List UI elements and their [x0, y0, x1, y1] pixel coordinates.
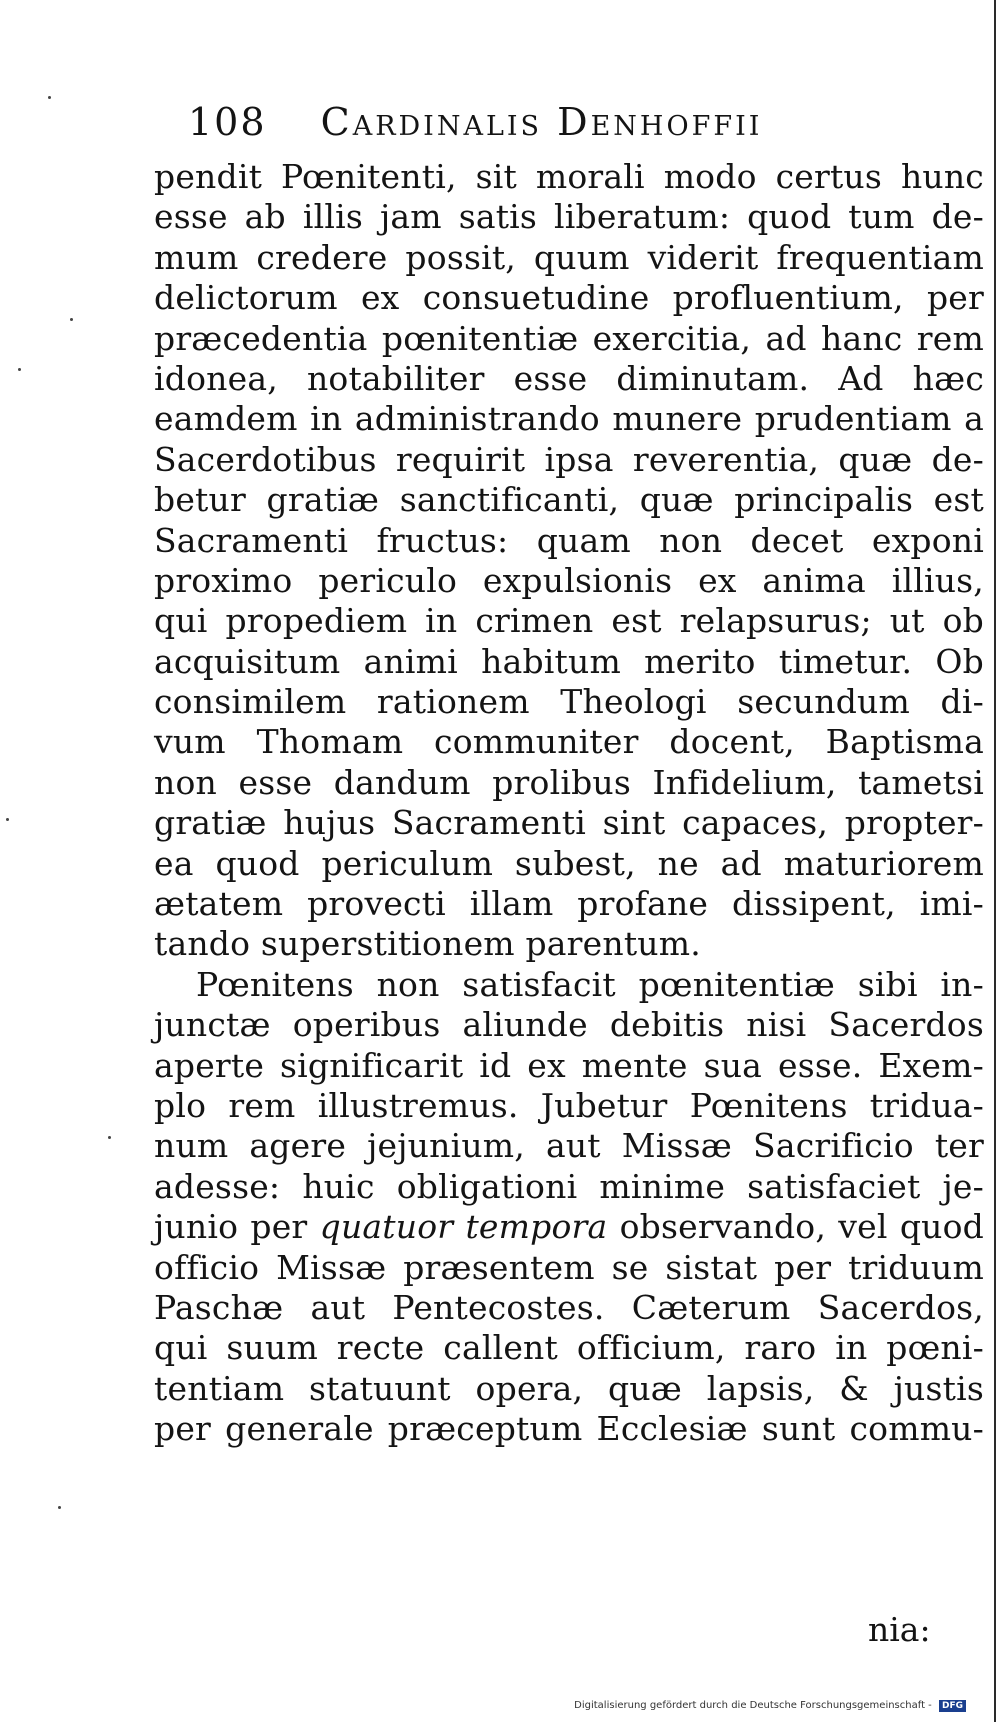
- page-number: 108: [188, 100, 267, 144]
- text-segment: observando, vel quod: [607, 1207, 984, 1247]
- text-line: mum credere possit, quum viderit frequentiam: [154, 237, 984, 277]
- text-line: præcedentia pœnitentiæ exercitia, ad hanc rem: [154, 318, 984, 358]
- text-line: pendit Pœnitenti, sit morali modo certus hunc: [154, 157, 984, 196]
- body-text: [154, 157, 984, 1450]
- catchword: nia:: [868, 1610, 931, 1649]
- text-line: tentiam statuunt opera, quæ lapsis, & justis: [154, 1368, 984, 1408]
- text-line: aperte significarit id ex mente sua esse. Exem-: [154, 1045, 984, 1085]
- text-line: vum Thomam communiter docent, Baptisma: [154, 722, 984, 762]
- text-line: tando superstitionem parentum.: [154, 924, 701, 964]
- text-line: non esse dandum prolibus Infidelium, tametsi: [154, 762, 984, 802]
- text-line: Sacerdotibus requirit ipsa reverentia, quæ de-: [154, 439, 984, 479]
- text-line: idonea, notabiliter esse diminutam. Ad hæc: [154, 358, 984, 398]
- text-line: num agere jejunium, aut Missæ Sacrificio ter: [154, 1126, 984, 1166]
- text-line: eamdem in administrando munere prudentiam a: [154, 399, 984, 439]
- text-segment: junio per: [154, 1207, 320, 1247]
- text-line: consimilem rationem Theologi secundum di-: [154, 682, 984, 722]
- text-line: ætatem provecti illam profane dissipent, imi-: [154, 884, 984, 924]
- text-line: delictorum ex consuetudine profluentium, per: [154, 278, 984, 318]
- italic-phrase: quatuor tempora: [319, 1207, 608, 1247]
- text-line: ea quod periculum subest, ne ad maturiorem: [154, 843, 984, 883]
- dfg-logo: DFG: [939, 1700, 966, 1712]
- text-line: Sacramenti fructus: quam non decet exponi: [154, 520, 984, 560]
- text-line: betur gratiæ sanctificanti, quæ principalis est: [154, 480, 984, 520]
- text-line: qui propediem in crimen est relapsurus; ut ob: [154, 601, 984, 641]
- text-line: qui suum recte callent officium, raro in pœni-: [154, 1328, 984, 1368]
- scan-speck: [6, 818, 9, 821]
- text-line: esse ab illis jam satis liberatum: quod tum de-: [154, 197, 984, 237]
- scan-speck: [18, 368, 21, 371]
- text-line: acquisitum animi habitum merito timetur. Ob: [154, 641, 984, 681]
- page-header: [188, 100, 948, 150]
- credit-text: Digitalisierung gefördert durch die Deutsche Forschungsgemeinschaft -: [574, 1700, 932, 1711]
- text-line: officio Missæ præsentem se sistat per triduum: [154, 1247, 984, 1287]
- text-line: plo rem illustremus. Jubetur Pœnitens tridua-: [154, 1085, 984, 1125]
- text-line: per generale præceptum Ecclesiæ sunt commu-: [154, 1409, 984, 1449]
- page-edge-rule: [994, 0, 996, 1722]
- text-line: proximo periculo expulsionis ex anima illius,: [154, 560, 984, 600]
- paragraph-start-line: Pœnitens non satisfacit pœnitentiæ sibi in-: [196, 964, 984, 1004]
- scan-speck: [58, 1506, 61, 1509]
- running-title: Cardinalis Denhoffii: [320, 100, 763, 144]
- digitization-credit: [574, 1700, 966, 1712]
- text-line-with-italic: [154, 1207, 984, 1247]
- scan-speck: [108, 1136, 111, 1139]
- text-line: adesse: huic obligationi minime satisfaciet je-: [154, 1166, 984, 1206]
- text-line: gratiæ hujus Sacramenti sint capaces, propter-: [154, 803, 984, 843]
- text-line: Paschæ aut Pentecostes. Cæterum Sacerdos,: [154, 1287, 984, 1327]
- scan-speck: [48, 96, 51, 99]
- text-line: junctæ operibus aliunde debitis nisi Sacerdos: [154, 1005, 984, 1045]
- scan-speck: [70, 318, 73, 321]
